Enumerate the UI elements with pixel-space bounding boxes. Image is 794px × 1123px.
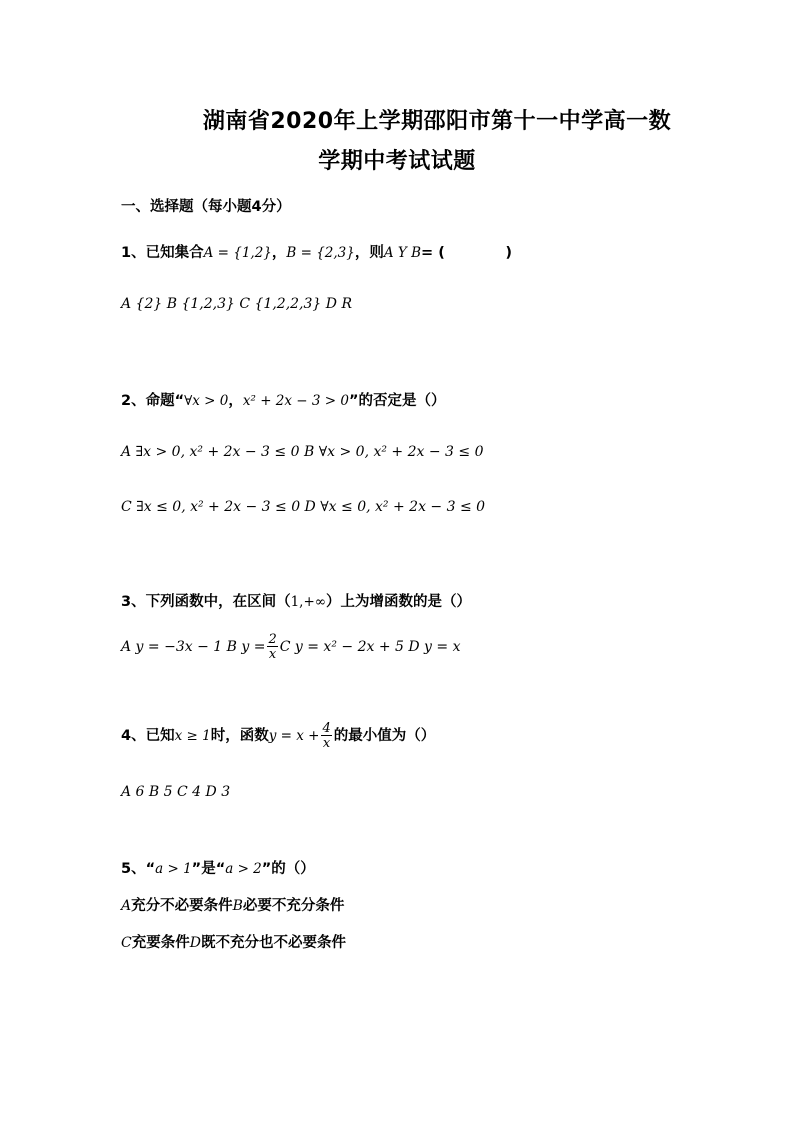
q4-tail: 的最小值为（） (333, 728, 436, 744)
q3-frac-num: 2 (268, 632, 277, 647)
q3-options (121, 633, 460, 661)
question-2 (121, 389, 446, 410)
q2-options-ab: A ∃x > 0, x² + 2x − 3 ≤ 0 B ∀x > 0, x² + 2x − 3 ≤ 0 (121, 444, 484, 460)
question-3 (121, 590, 471, 611)
q4-frac-num: 4 (322, 721, 331, 736)
q5-opt-d-text: 既不充分也不必要条件 (200, 935, 346, 951)
exam-title-line1: 湖南省2020年上学期邵阳市第十一中学高一数 (202, 109, 672, 134)
q5-opt-a-letter: A (121, 898, 132, 914)
q5-opt-c-text: 充要条件 (131, 935, 190, 951)
q2-prefix: 2、命题“ (121, 393, 185, 409)
q2-cond2: x² + 2x − 3 > 0 (242, 393, 349, 409)
q3-prefix: 3、下列函数中，在区间（ (121, 594, 291, 610)
q4-prefix: 4、已知 (121, 728, 175, 744)
q1-options: A {2} B {1,2,3} C {1,2,2,3} D R (121, 296, 352, 312)
q4-cond: x ≥ 1 (174, 728, 211, 744)
q3-option-c-d: C y = x² − 2x + 5 D y = x (279, 639, 461, 655)
question-1 (121, 241, 512, 262)
q5-options-cd (121, 931, 346, 952)
exam-title-line2: 学期中考试试题 (318, 149, 476, 174)
q3-frac-den: x (268, 647, 277, 662)
q2-cond1: ∀x > 0 (184, 393, 229, 409)
q5-cond1: a > 1 (155, 861, 192, 877)
q5-prefix: 5、“ (121, 861, 156, 877)
q1-sep: ， (271, 245, 287, 261)
q4-options: A 6 B 5 C 4 D 3 (121, 784, 231, 800)
q1-tail: = ( ) (421, 245, 513, 261)
q1-mid: ，则 (354, 245, 384, 261)
q4-func: y = x + (268, 728, 320, 744)
q5-opt-b-letter: B (232, 898, 243, 914)
q5-mid: ”是“ (191, 861, 226, 877)
q4-mid: 时，函数 (210, 728, 269, 744)
q1-prefix: 1、已知集合 (121, 245, 204, 261)
question-4 (121, 722, 435, 750)
q4-frac-den: x (322, 736, 331, 751)
q1-set-b: B = {2,3} (286, 245, 355, 261)
q1-set-a: A = {1,2} (203, 245, 272, 261)
q4-fraction (321, 722, 331, 750)
q5-opt-b-text: 必要不充分条件 (242, 898, 345, 914)
q2-sep: ， (228, 393, 243, 409)
q5-opt-c-letter: C (121, 935, 132, 951)
q5-cond2: a > 2 (225, 861, 262, 877)
section-heading: 一、选择题（每小题4分） (121, 199, 291, 215)
q3-tail: ）上为增函数的是（） (326, 594, 472, 610)
q3-fraction (267, 633, 277, 661)
q1-expr: A Y B (383, 245, 422, 261)
q5-opt-a-text: 充分不必要条件 (131, 898, 233, 914)
question-5 (121, 857, 315, 878)
q3-option-a-b: A y = −3x − 1 B y = (121, 639, 266, 655)
q3-interval: 1,+∞ (290, 594, 327, 610)
q5-opt-d-letter: D (189, 935, 201, 951)
q2-options-cd: C ∃x ≤ 0, x² + 2x − 3 ≤ 0 D ∀x ≤ 0, x² + 2x − 3 ≤ 0 (121, 499, 486, 515)
q5-tail: ”的（） (261, 861, 315, 877)
q5-options-ab (121, 894, 344, 915)
q2-tail: ”的否定是（） (348, 393, 446, 409)
